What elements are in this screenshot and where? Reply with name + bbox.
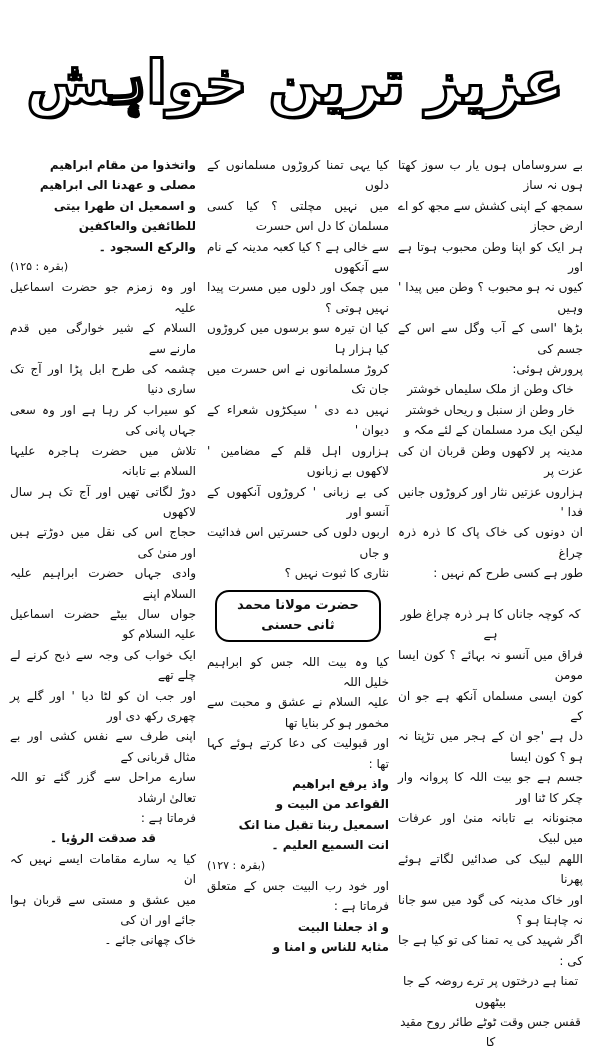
text-line: میں عشق و مستی سے قربان ہوا جائے اور ان کی — [10, 892, 196, 928]
text-line: اور خود رب البیت جس کے متعلق فرماتا ہے : — [207, 879, 389, 914]
poetry-verse: خاک وطن از ملک سلیماں خوشتر — [407, 382, 574, 397]
text-line: کیا ان تیرہ سو برسوں میں کروڑوں کیا ہزار ہا — [207, 321, 389, 356]
text-line: کیوں نہ ہو محبوب ؟ وطن میں پیدا ' وہیں — [398, 280, 583, 315]
text-line: کی بے زبانی ' کروڑوں آنکھوں کے آنسو اور — [207, 484, 389, 519]
page-title: عزیز ترین خواہش — [26, 48, 564, 118]
text-line: علیہ السلام نے عشق و محبت سے مخمور ہو کر بنایا تھا — [207, 695, 389, 730]
text-line: اور جب ان کو لٹا دیا ' اور گلے پر چھری رکھ دی اور — [10, 688, 196, 723]
verse-reference: (بقرہ : ۱۲۵) — [10, 260, 69, 274]
quran-verse: و اسمعیل ان طھرا بیتی — [53, 198, 196, 213]
text-line: بڑھا 'اسی کے آب وگل سے اس کے جسم کی — [398, 321, 583, 356]
text-line: اور وہ زمزم جو حضرت اسماعیل علیہ — [10, 280, 196, 315]
quran-verse: واذ یرفع ابراھیم — [292, 776, 389, 791]
text-line: پرورش ہوئی: — [512, 362, 583, 377]
poetry-verse: قفس جس وقت ٹوٹے طائر روح مقید کا — [400, 1015, 581, 1050]
text-line: اپنی طرف سے نفس کشی اور بے مثال قربانی کے — [10, 729, 196, 764]
text-line: حجاج اس کی نقل میں دوڑتے ہیں اور منیٰ کی — [10, 525, 196, 560]
author-byline: حضرت مولانا محمد ثانی حسنی — [215, 590, 381, 642]
text-line: میں چمک اور دلوں میں مسرت پیدا نہیں ہوتی ؟ — [207, 280, 389, 315]
text-line: فرماتا ہے : — [140, 811, 196, 825]
poetry-verse: خار وطن از سنبل و ریحاں خوشتر — [406, 402, 575, 417]
text-line: مجنونانہ بے تابانہ منیٰ اور عرفات میں لبیک — [398, 810, 583, 846]
text-line: وادی جہاں حضرت ابراہیم علیہ السلام اپنے — [10, 566, 196, 601]
text-line: ان دونوں کی خاک پاک کا ذرہ ذرہ چراغ — [398, 525, 583, 560]
text-line: چشمہ کی طرح ابل پڑا اور آج تک ساری دنیا — [10, 362, 196, 397]
text-line: نہیں دے دی ' سیکڑوں شعراء کے دیوان ' — [207, 402, 389, 438]
text-line: فراق میں آنسو نہ بہائے ؟ کون ایسا مومن — [398, 647, 583, 683]
column-middle — [207, 155, 389, 955]
text-line: سے خالی ہے ؟ کیا کعبہ مدینہ کے نام سے آنکھوں — [207, 239, 389, 275]
text-line: اگر شہید کی یہ تمنا کی تو کیا ہے جا کی : — [398, 933, 583, 968]
text-line: کون ایسی مسلماں آنکھ ہے جو ان کے — [398, 688, 583, 723]
text-line: سمجھ کے اپنی کشش سے مجھ کو اے ارض حجاز — [398, 198, 583, 234]
quran-verse: انت السمیع العلیم ۔ — [271, 838, 389, 853]
text-line: جواں سال بیٹے حضرت اسماعیل علیہ السلام کو — [10, 606, 196, 642]
column-right — [398, 155, 583, 1050]
text-line: طور ہے کسی طرح کم نہیں : — [433, 566, 583, 581]
verse-reference: (بقرہ : ۱۲۷) — [207, 858, 266, 872]
quran-verse: والرکع السجود ۔ — [98, 239, 196, 254]
text-line: السلام کے شیر خوارگی میں قدم مارنے سے — [10, 321, 196, 356]
text-line: جسم ہے جو بیت اللہ کا پروانہ وار چکر کا ٹنا اور — [398, 770, 583, 805]
text-line: دل ہے 'جو ان کے ہجر میں تڑپتا نہ ہو ؟ کون ایسا — [398, 729, 583, 764]
text-line: سارے مراحل سے گزر گئے تو اللہ تعالیٰ ارشاد — [10, 770, 196, 805]
quran-verse: اسمعیل ربنا تقبل منا انک — [238, 817, 389, 832]
text-line: اربوں دلوں کی حسرتیں اس فدائیت و جاں — [207, 525, 389, 560]
quran-verse: واتخذوا من مقام ابراھیم — [49, 158, 196, 172]
quran-verse: القواعد من البیت و — [275, 797, 389, 812]
text-line: کیا یہی تمنا کروڑوں مسلمانوں کے دلوں — [207, 158, 389, 193]
text-line: خاک چھانی جائے ۔ — [104, 933, 196, 948]
column-left — [10, 155, 196, 948]
quran-verse: قد صدقت الرؤیا ۔ — [50, 831, 156, 846]
text-line: لیکن ایک مرد مسلمان کے لئے مکہ و — [404, 423, 583, 438]
text-line: ایک خواب کی وجہ سے ذبح کرنے لے چلے تھے — [10, 647, 196, 683]
text-line: تلاش میں حضرت ہاجرہ علیہا السلام بے تابانہ — [10, 443, 196, 479]
text-line: میں نہیں مچلتی ؟ کیا کسی مسلمان کا دل اس حسرت — [207, 198, 389, 234]
quran-verse: مصلی و عھدنا الی ابراھیم — [39, 178, 196, 193]
text-line: کروڑ مسلمانوں نے اس حسرت میں جان تک — [207, 362, 389, 397]
text-line: دوڑ لگاتی تھیں اور آج تک ہر سال لاکھوں — [10, 484, 196, 519]
text-line: اور خاک مدینہ کی گود میں سو جانا نہ چاہتا ہو ؟ — [398, 892, 583, 928]
quran-verse: و اذ جعلنا البیت — [297, 919, 389, 934]
text-line: کیا وہ بیت اللہ جس کو ابراہیم خلیل اللہ — [207, 654, 389, 689]
quran-verse: مثابۃ للناس و امنا و — [272, 940, 389, 955]
text-line: اور قبولیت کی دعا کرتے ہوئے کہا تھا : — [207, 736, 389, 771]
text-line: ہر ایک کو اپنا وطن محبوب ہوتا ہے اور — [398, 239, 583, 275]
poetry-verse: کہ کوچہ جاناں کا ہر ذرہ چراغ طور ہے — [400, 606, 581, 642]
text-line: مدینہ پر لاکھوں وطن قربان ان کی عزت پر — [398, 443, 583, 479]
quran-verse: للطائفین والعاکفین — [78, 219, 196, 234]
text-line: اللھم لبیک کی صدائیں لگاتے ہوئے پھرنا — [398, 851, 583, 887]
text-line: بے سروساماں ہوں یار ب سوز کھتا ہوں نہ ساز — [398, 158, 583, 193]
text-line: ہزاروں عزتیں نثار اور کروڑوں جانیں فدا ' — [398, 484, 583, 519]
text-line: کیا یہ سارے مقامات ایسے نہیں کہ ان — [10, 851, 196, 887]
spacer-line — [398, 584, 583, 604]
text-line: ہزاروں اہل قلم کے مضامین ' لاکھوں بے زبانوں — [207, 443, 389, 479]
text-line: نثاری کا ثبوت نہیں ؟ — [284, 566, 389, 581]
poetry-verse: تمنا ہے درختوں پر ترے روضہ کے جا بیٹھوں — [402, 974, 579, 1009]
text-line: کو سیراب کر رہا ہے اور وہ سعی جہاں پانی کی — [10, 402, 196, 438]
